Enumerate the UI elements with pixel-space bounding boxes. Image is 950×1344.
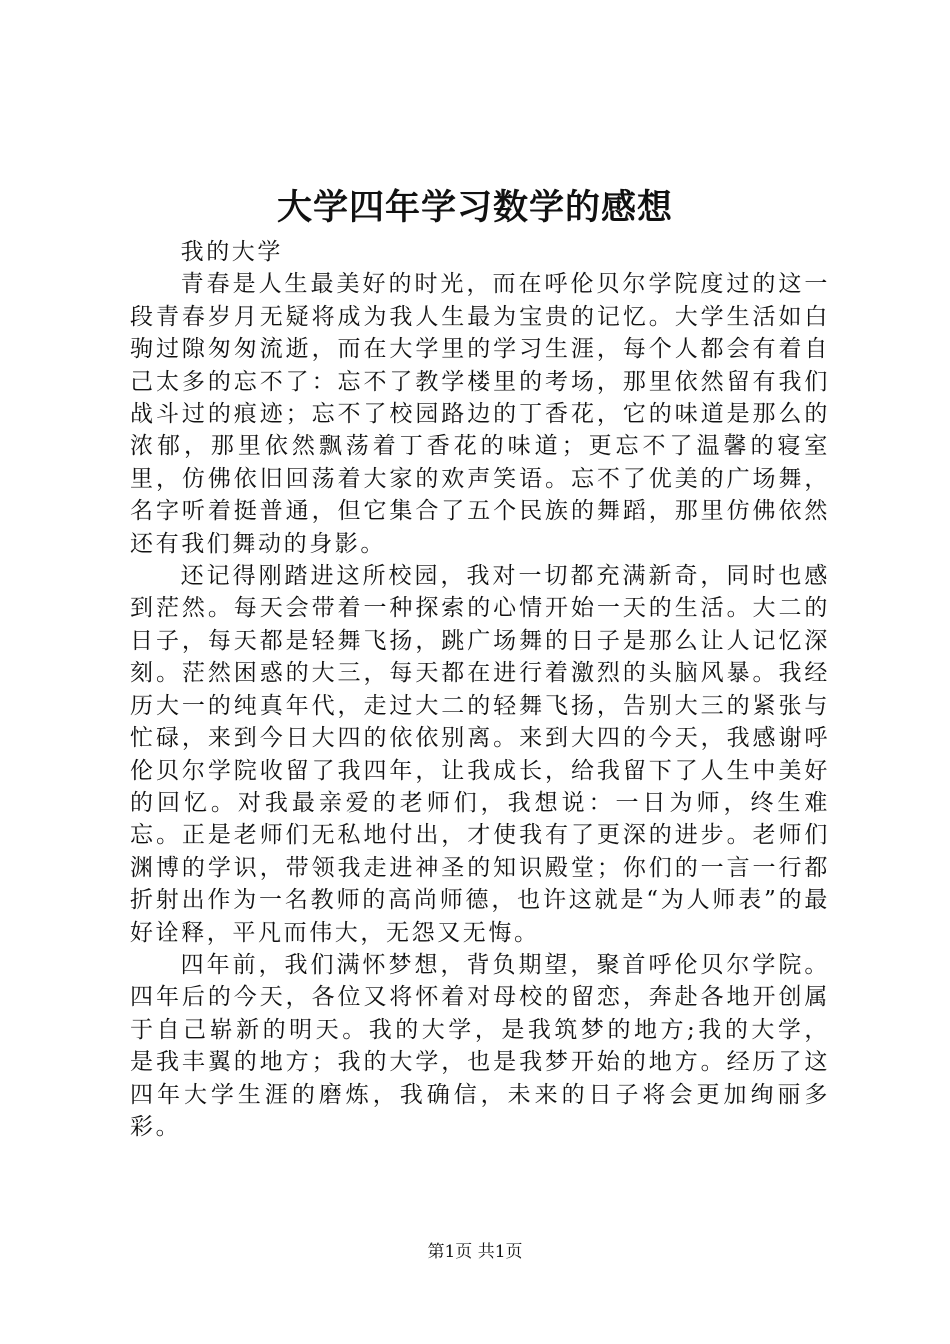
document-body bbox=[130, 236, 830, 1143]
paragraph: 还记得刚踏进这所校园，我对一切都充满新奇，同时也感到茫然。每天会带着一种探索的心情开始一天的生活。大二的日子，每天都是轻舞飞扬，跳广场舞的日子是那么让人记忆深刻。茫然困惑的大三，每天都在进行着激烈的头脑风暴。我经历大一的纯真年代，走过大二的轻舞飞扬，告别大三的紧张与忙碌，来到今日大四的依依别离。来到大四的今天，我感谢呼伦贝尔学院收留了我四年，让我成长，给我留下了人生中美好的回忆。对我最亲爱的老师们，我想说：一日为师，终生难忘。正是老师们无私地付出，才使我有了更深的进步。老师们渊博的学识，带领我走进神圣的知识殿堂；你们的一言一行都折射出作为一名教师的高尚师德，也许这就是“为人师表”的最好诠释，平凡而伟大，无怨又无悔。 bbox=[130, 563, 830, 946]
paragraph: 四年前，我们满怀梦想，背负期望，聚首呼伦贝尔学院。四年后的今天，各位又将怀着对母校的留恋，奔赴各地开创属于自己崭新的明天。我的大学，是我筑梦的地方;我的大学，是我丰翼的地方；我的大学，也是我梦开始的地方。经历了这四年大学生涯的磨炼，我确信，未来的日子将会更加绚丽多彩。 bbox=[130, 951, 830, 1140]
paragraph: 青春是人生最美好的时光，而在呼伦贝尔学院度过的这一段青春岁月无疑将成为我人生最为宝贵的记忆。大学生活如白驹过隙匆匆流逝，而在大学里的学习生涯，每个人都会有着自己太多的忘不了：忘不了教学楼里的考场，那里依然留有我们战斗过的痕迹；忘不了校园路边的丁香花，它的味道是那么的浓郁，那里依然飘荡着丁香花的味道；更忘不了温馨的寝室里，仿佛依旧回荡着大家的欢声笑语。忘不了优美的广场舞，名字听着挺普通，但它集合了五个民族的舞蹈，那里仿佛依然还有我们舞动的身影。 bbox=[130, 271, 830, 557]
paragraph-subtitle: 我的大学 bbox=[180, 239, 283, 265]
document-title: 大学四年学习数学的感想 bbox=[276, 187, 673, 228]
page-footer: 第1页 共1页 bbox=[427, 1242, 523, 1262]
